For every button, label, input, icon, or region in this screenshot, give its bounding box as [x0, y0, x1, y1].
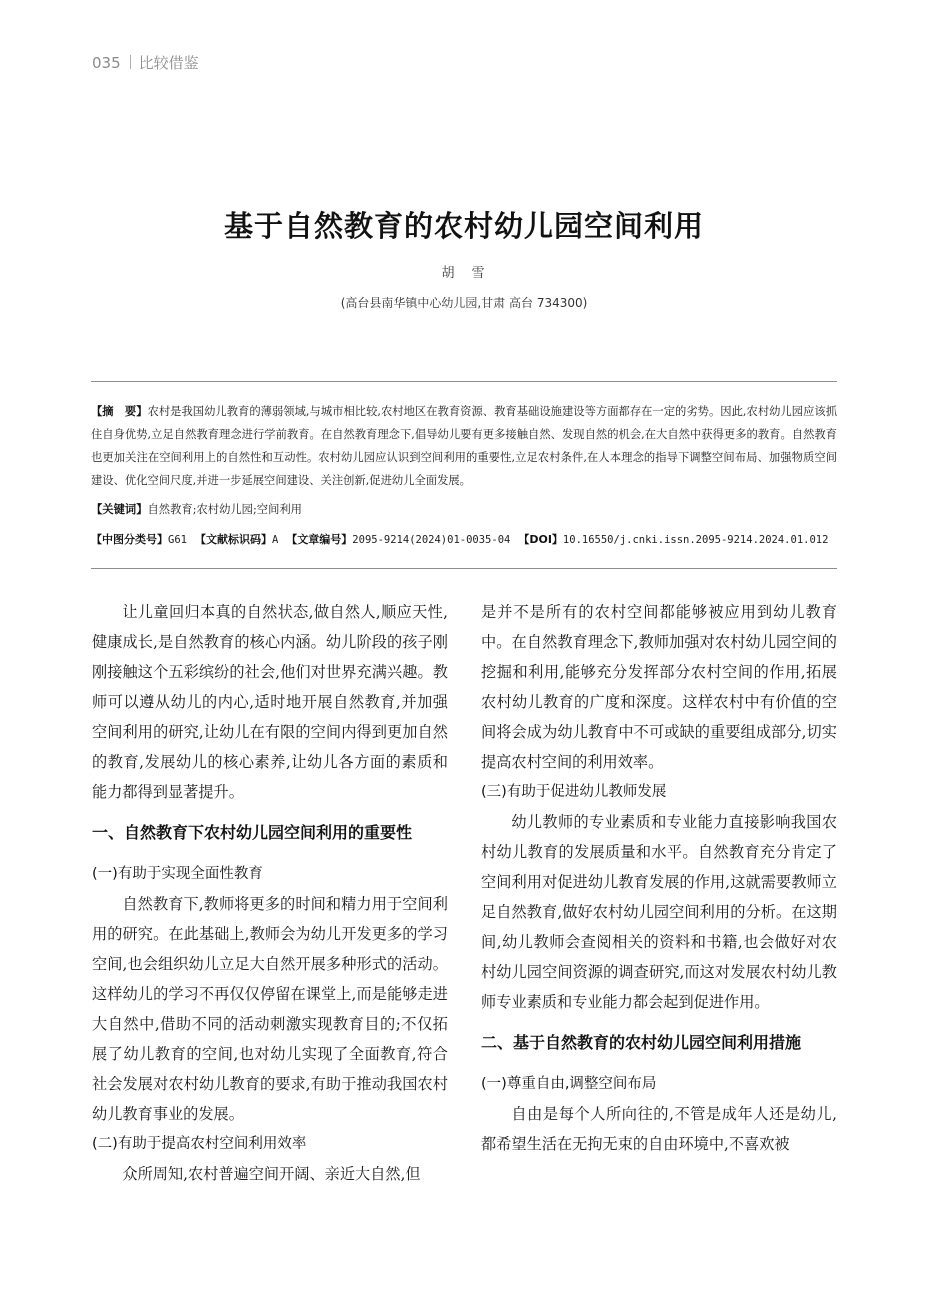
doc-code-label: 【文献标识码】 — [194, 533, 272, 546]
page-number: 035 — [92, 54, 121, 72]
doi-label: 【DOI】 — [518, 533, 563, 546]
subsection-2-paragraph: 众所周知,农村普遍空间开阔、亲近大自然,但 — [122, 1165, 421, 1183]
section-heading-1: 一、自然教育下农村幼儿园空间利用的重要性 — [92, 823, 413, 842]
abstract-text: 农村是我国幼儿教育的薄弱领域,与城市相比较,农村地区在教育资源、教育基础设施建设等方面都存在一定的劣势。因此,农村幼儿园应该抓住自身优势,立足自然教育理念进行学前教育。在自然教育理念下,倡导幼儿要有更多接触自然、发现自然的机会,在大自然中获得更多的教育。自然教育也更加关注在空间利用上的自然性和互动性。农村幼儿园应认识到空间利用的重要性,立足农村条件,在人本理念的指导下调整空间布局、加强物质空间建设、优化空间尺度,并进一步延展空间建设、关注创新,促进幼儿全面发展。 — [91, 405, 837, 487]
subsection-heading-2: (二)有助于提高农村空间利用效率 — [92, 1136, 307, 1152]
subsection-heading-3: (三)有助于促进幼儿教师发展 — [481, 784, 667, 800]
keywords-text: 自然教育;农村幼儿园;空间利用 — [147, 503, 302, 516]
top-rule — [91, 381, 837, 382]
keywords-label: 【关键词】 — [91, 503, 148, 516]
article-no-value: 2095-9214(2024)01-0035-04 — [352, 534, 511, 546]
article-title: 基于自然教育的农村幼儿园空间利用 — [223, 209, 704, 243]
article-metadata — [91, 531, 828, 549]
doi-value[interactable]: 10.16550/j.cnki.issn.2095-9214.2024.01.012 — [562, 534, 829, 546]
clc-label: 【中图分类号】 — [91, 533, 168, 546]
subsection-heading-4: (一)尊重自由,调整空间布局 — [481, 1076, 657, 1092]
subsection-4-paragraph: 自由是每个人所向往的,不管是成年人还是幼儿,都希望生活在无拘无束的自由环境中,不喜欢被 — [481, 1105, 837, 1153]
subsection-1-paragraph: 自然教育下,教师将更多的时间和精力用于空间利用的研究。在此基础上,教师会为幼儿开发更多的学习空间,也会组织幼儿立足大自然开展多种形式的活动。这样幼儿的学习不再仅仅停留在课堂上,而是能够走进大自然中,借助不同的活动刺激实现教育目的;不仅拓展了幼儿教育的空间,也对幼儿实现了全面教育,符合社会发展对农村幼儿教育的要求,有助于推动我国农村幼儿教育事业的发展。 — [92, 895, 448, 1123]
section-heading-2: 二、基于自然教育的农村幼儿园空间利用措施 — [481, 1033, 802, 1052]
article-author: 胡 雪 — [441, 266, 487, 281]
keywords — [91, 501, 302, 519]
abstract — [91, 400, 837, 492]
running-header — [92, 52, 199, 73]
doc-code-value: A — [271, 534, 279, 546]
bottom-rule — [91, 568, 837, 569]
author-affiliation: (高台县南华镇中心幼儿园,甘肃 高台 734300) — [340, 296, 588, 310]
article-no-label: 【文章编号】 — [286, 533, 353, 546]
section-name: 比较借鉴 — [138, 54, 199, 72]
clc-value: G61 — [168, 534, 187, 546]
subsection-3-paragraph: 幼儿教师的专业素质和专业能力直接影响我国农村幼儿教育的发展质量和水平。自然教育充分肯定了空间利用对促进幼儿教育发展的作用,这就需要教师立足自然教育,做好农村幼儿园空间利用的分析。在这期间,幼儿教师会查阅相关的资料和书籍,也会做好对农村幼儿园空间资源的调查研究,而这对发展农村幼儿教师专业素质和专业能力都会起到促进作用。 — [481, 813, 837, 1011]
subsection-heading-1: (一)有助于实现全面性教育 — [92, 866, 263, 882]
subsection-2-continued: 是并不是所有的农村空间都能够被应用到幼儿教育中。在自然教育理念下,教师加强对农村幼儿园空间的挖掘和利用,能够充分发挥部分农村空间的作用,拓展农村幼儿教育的广度和深度。这样农村中有价值的空间将会成为幼儿教育中不可或缺的重要组成部分,切实提高农村空间的利用效率。 — [481, 603, 837, 771]
abstract-label: 【摘 要】 — [91, 405, 148, 418]
header-divider — [130, 55, 131, 69]
body-column-right — [481, 597, 837, 1159]
body-column-left — [92, 597, 448, 1189]
intro-paragraph: 让儿童回归本真的自然状态,做自然人,顺应天性,健康成长,是自然教育的核心内涵。幼儿阶段的孩子刚刚接触这个五彩缤纷的社会,他们对世界充满兴趣。教师可以遵从幼儿的内心,适时地开展自然教育,并加强空间利用的研究,让幼儿在有限的空间内得到更加自然的教育,发展幼儿的核心素养,让幼儿各方面的素质和能力都得到显著提升。 — [92, 603, 448, 801]
